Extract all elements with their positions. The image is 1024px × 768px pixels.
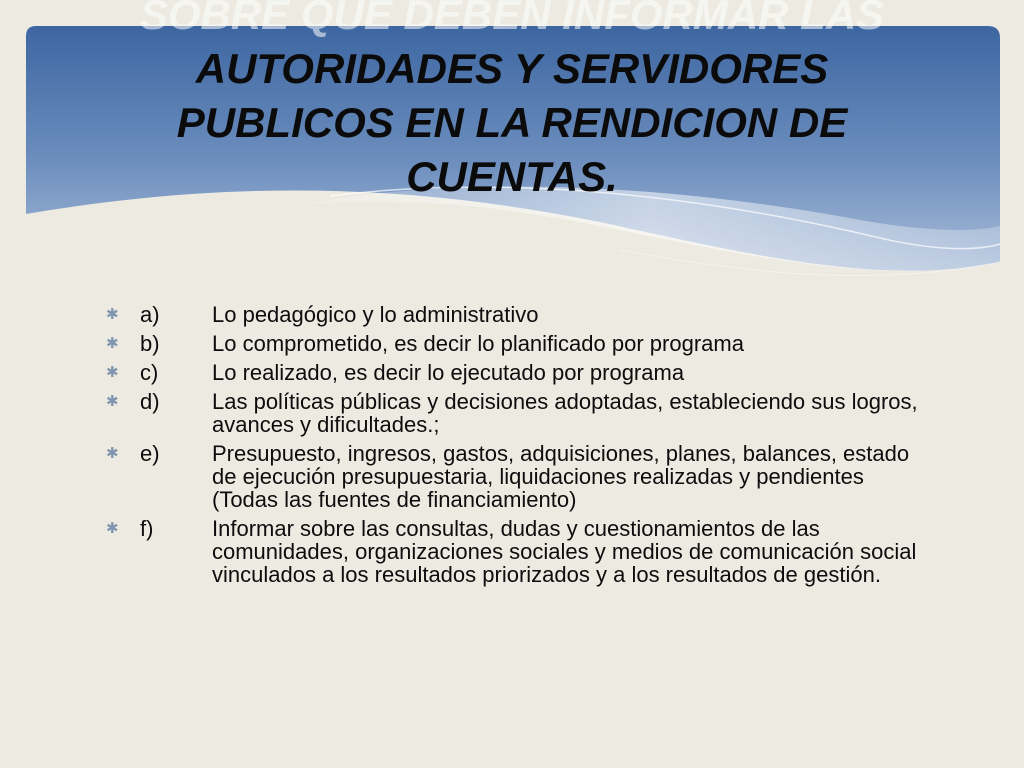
item-marker: d) bbox=[140, 389, 160, 414]
asterisk-bullet-icon: ✱ bbox=[106, 306, 119, 323]
asterisk-bullet-icon: ✱ bbox=[106, 335, 119, 352]
asterisk-bullet-icon: ✱ bbox=[106, 364, 119, 381]
item-marker: f) bbox=[140, 516, 154, 541]
list-item bbox=[104, 303, 934, 326]
title-line-1: SOBRE QUE DEBEN INFORMAR LAS bbox=[139, 0, 885, 38]
title-line-2: AUTORIDADES Y SERVIDORES bbox=[195, 45, 829, 92]
item-marker: c) bbox=[140, 360, 159, 385]
item-marker: a) bbox=[140, 302, 160, 327]
item-marker: b) bbox=[140, 331, 160, 356]
item-text: Lo comprometido, es decir lo planificado por programa bbox=[212, 331, 744, 356]
asterisk-bullet-icon: ✱ bbox=[106, 520, 119, 537]
item-text: Informar sobre las consultas, dudas y cuestionamientos de las comunidades, organizaciones sociales y medios de comunicación social vinculados a los resultados priorizados y a los resultados de gestión. bbox=[212, 516, 917, 587]
item-text: Las políticas públicas y decisiones adoptadas, estableciendo sus logros, avances y dificultades.; bbox=[212, 389, 918, 437]
title-line-3: PUBLICOS EN LA RENDICION DE bbox=[176, 99, 848, 146]
list-item bbox=[104, 442, 934, 511]
item-text: Lo pedagógico y lo administrativo bbox=[212, 302, 539, 327]
item-marker: e) bbox=[140, 441, 160, 466]
asterisk-bullet-icon: ✱ bbox=[106, 393, 119, 410]
list-item bbox=[104, 361, 934, 384]
title-line-4: CUENTAS. bbox=[406, 153, 618, 200]
slide-title bbox=[60, 0, 964, 204]
list-item bbox=[104, 332, 934, 355]
asterisk-bullet-icon: ✱ bbox=[106, 445, 119, 462]
list-item bbox=[104, 390, 934, 436]
item-text: Lo realizado, es decir lo ejecutado por programa bbox=[212, 360, 685, 385]
bullet-list bbox=[104, 303, 934, 592]
item-text: Presupuesto, ingresos, gastos, adquisiciones, planes, balances, estado de ejecución presupuestaria, liquidaciones realizadas y pendientes (Todas las fuentes de financiamiento) bbox=[212, 441, 910, 512]
list-item bbox=[104, 517, 934, 586]
